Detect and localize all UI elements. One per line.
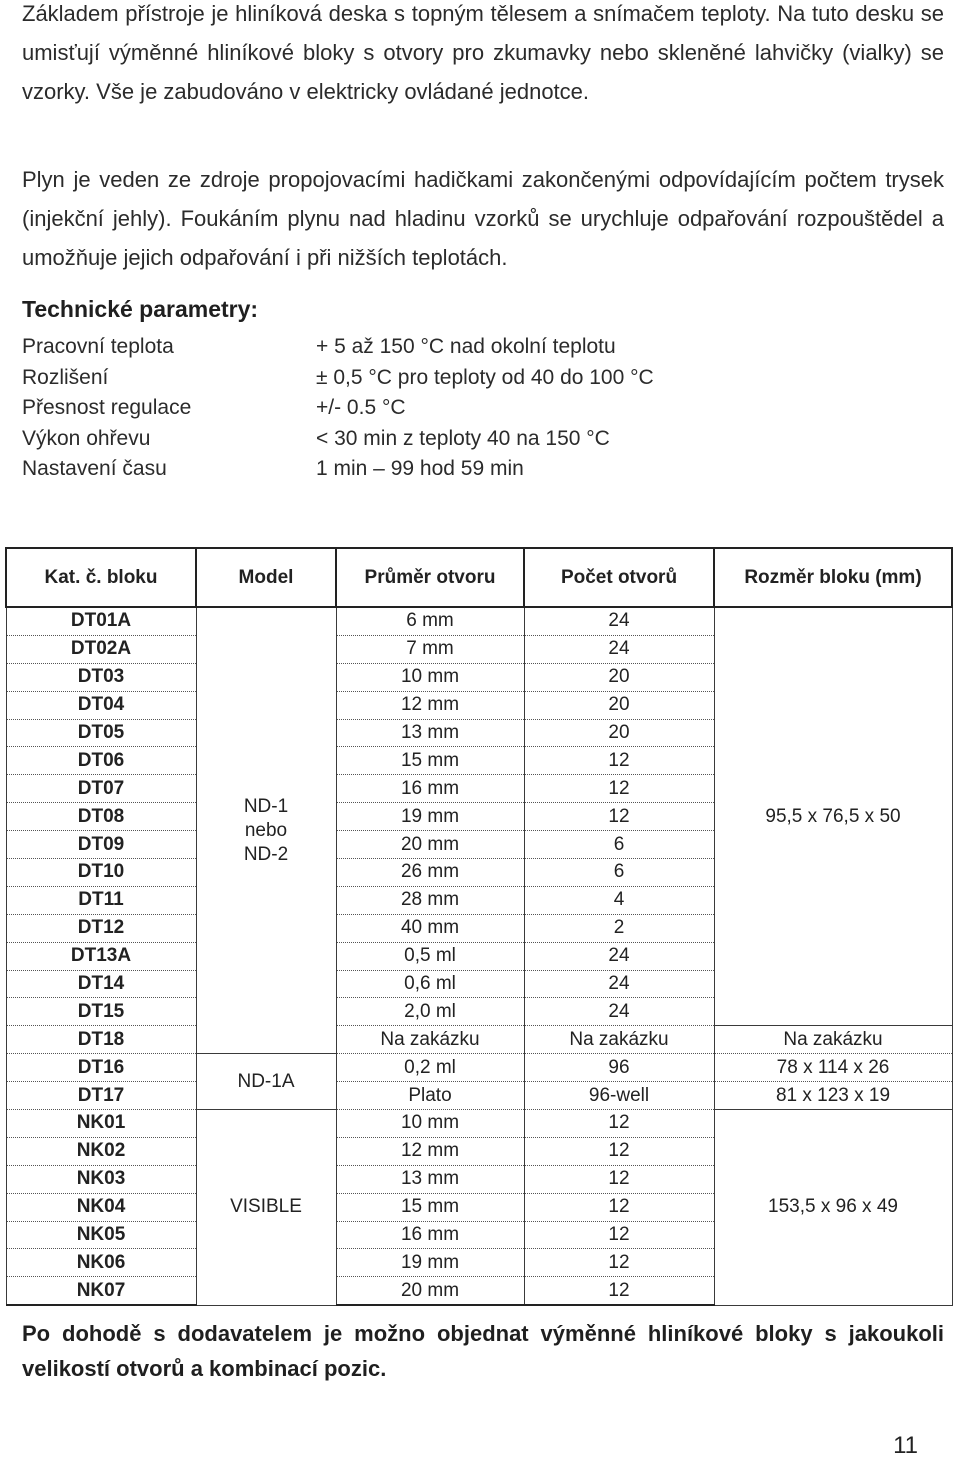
cell-pocet: 96-well xyxy=(524,1082,714,1110)
cell-pocet: 24 xyxy=(524,942,714,970)
header-prumer: Průměr otvoru xyxy=(336,548,524,607)
model-line: nebo xyxy=(244,819,288,841)
cell-rozmer-dt18: Na zakázku xyxy=(714,1026,952,1054)
cell-pocet: 12 xyxy=(524,747,714,775)
cell-pocet: 12 xyxy=(524,1277,714,1305)
cell-pocet: 20 xyxy=(524,663,714,691)
cell-prumer: 20 mm xyxy=(336,1277,524,1305)
cell-kat: DT11 xyxy=(6,886,196,914)
cell-pocet: 12 xyxy=(524,1221,714,1249)
cell-kat: DT07 xyxy=(6,775,196,803)
spec-label: Přesnost regulace xyxy=(22,396,192,420)
cell-prumer: 28 mm xyxy=(336,886,524,914)
spec-label: Nastavení času xyxy=(22,457,167,481)
cell-model-nd1a: ND-1A xyxy=(196,1054,336,1110)
spec-value: +/- 0.5 °C xyxy=(316,396,406,420)
cell-kat: NK05 xyxy=(6,1221,196,1249)
header-rozmer: Rozměr bloku (mm) xyxy=(714,548,952,607)
cell-kat: DT02A xyxy=(6,635,196,663)
cell-prumer: 13 mm xyxy=(336,1165,524,1193)
cell-prumer: 19 mm xyxy=(336,803,524,831)
cell-kat: DT03 xyxy=(6,663,196,691)
cell-kat: DT08 xyxy=(6,803,196,831)
cell-kat: DT15 xyxy=(6,998,196,1026)
cell-rozmer-dt: 95,5 x 76,5 x 50 xyxy=(714,607,952,1026)
specs-row xyxy=(22,363,654,394)
specs-table xyxy=(22,332,654,485)
cell-kat: DT01A xyxy=(6,607,196,635)
cell-pocet: 6 xyxy=(524,831,714,859)
specs-row xyxy=(22,424,654,455)
cell-prumer: 15 mm xyxy=(336,1193,524,1221)
cell-model-nd12 xyxy=(196,607,336,1054)
spec-value: ± 0,5 °C pro teploty od 40 do 100 °C xyxy=(316,365,654,389)
cell-model-visible: VISIBLE xyxy=(196,1110,336,1306)
cell-kat: NK02 xyxy=(6,1137,196,1165)
cell-kat: NK06 xyxy=(6,1249,196,1277)
header-kat: Kat. č. bloku xyxy=(6,548,196,607)
cell-kat: DT13A xyxy=(6,942,196,970)
cell-kat: DT12 xyxy=(6,914,196,942)
model-line: ND-1 xyxy=(243,795,289,817)
cell-rozmer-dt17: 81 x 123 x 19 xyxy=(714,1082,952,1110)
cell-pocet: 12 xyxy=(524,803,714,831)
cell-pocet: 12 xyxy=(524,1165,714,1193)
specs-row xyxy=(22,393,654,424)
spec-value: < 30 min z teploty 40 na 150 °C xyxy=(316,426,610,450)
cell-pocet: Na zakázku xyxy=(524,1026,714,1054)
specs-row xyxy=(22,332,654,363)
cell-kat: DT04 xyxy=(6,691,196,719)
cell-pocet: 12 xyxy=(524,1137,714,1165)
cell-pocet: 96 xyxy=(524,1054,714,1082)
intro-paragraph-2: Plyn je veden ze zdroje propojovacími hadičkami zakončenými odpovídajícím počtem trysek (injekční jehly). Foukáním plynu nad hladinu vzorků se urychluje odpařování rozpouštědel a umožňuje jejich odpařování i při nižších teplotách. xyxy=(22,167,944,270)
header-model: Model xyxy=(196,548,336,607)
cell-rozmer-nk: 153,5 x 96 x 49 xyxy=(714,1110,952,1306)
cell-kat: DT14 xyxy=(6,970,196,998)
cell-prumer: 2,0 ml xyxy=(336,998,524,1026)
cell-prumer: Plato xyxy=(336,1082,524,1110)
spec-value: + 5 až 150 °C nad okolní teplotu xyxy=(316,335,616,359)
cell-prumer: 13 mm xyxy=(336,719,524,747)
cell-pocet: 20 xyxy=(524,691,714,719)
cell-kat: NK07 xyxy=(6,1277,196,1305)
table-row xyxy=(6,1082,952,1110)
cell-prumer: 16 mm xyxy=(336,775,524,803)
cell-pocet: 24 xyxy=(524,635,714,663)
spec-value: 1 min – 99 hod 59 min xyxy=(316,457,524,481)
cell-rozmer-dt16: 78 x 114 x 26 xyxy=(714,1054,952,1082)
cell-pocet: 12 xyxy=(524,1249,714,1277)
cell-prumer: 20 mm xyxy=(336,831,524,859)
cell-kat: NK04 xyxy=(6,1193,196,1221)
cell-prumer: 7 mm xyxy=(336,635,524,663)
cell-prumer: 0,5 ml xyxy=(336,942,524,970)
spec-label: Rozlišení xyxy=(22,365,109,389)
cell-prumer: 6 mm xyxy=(336,607,524,635)
cell-pocet: 12 xyxy=(524,775,714,803)
cell-kat: DT05 xyxy=(6,719,196,747)
catalog-header-row xyxy=(6,548,952,607)
cell-pocet: 6 xyxy=(524,859,714,887)
cell-prumer: 10 mm xyxy=(336,663,524,691)
cell-prumer: 19 mm xyxy=(336,1249,524,1277)
intro-paragraph-1: Základem přístroje je hliníková deska s topným tělesem a snímačem teploty. Na tuto desku se umisťují výměnné hliníkové bloky s otvory pro zkumavky nebo skleněné lahvičky (vialky) se vzorky. Vše je zabudováno v elektricky ovládané jednotce. xyxy=(22,1,944,104)
spec-label: Výkon ohřevu xyxy=(22,426,151,450)
catalog-table xyxy=(5,547,953,1306)
cell-pocet: 24 xyxy=(524,970,714,998)
cell-prumer: 0,6 ml xyxy=(336,970,524,998)
table-row xyxy=(6,607,952,635)
cell-kat: DT09 xyxy=(6,831,196,859)
spec-label: Pracovní teplota xyxy=(22,335,174,359)
table-row xyxy=(6,1054,952,1082)
cell-prumer: 0,2 ml xyxy=(336,1054,524,1082)
cell-pocet: 12 xyxy=(524,1110,714,1138)
cell-pocet: 24 xyxy=(524,607,714,635)
cell-prumer: 12 mm xyxy=(336,1137,524,1165)
cell-prumer: 10 mm xyxy=(336,1110,524,1138)
table-row xyxy=(6,1110,952,1138)
cell-kat: DT16 xyxy=(6,1054,196,1082)
cell-prumer: Na zakázku xyxy=(336,1026,524,1054)
cell-prumer: 15 mm xyxy=(336,747,524,775)
header-pocet: Počet otvorů xyxy=(524,548,714,607)
page-number: 11 xyxy=(893,1432,918,1459)
cell-pocet: 24 xyxy=(524,998,714,1026)
cell-prumer: 26 mm xyxy=(336,859,524,887)
model-line: ND-2 xyxy=(243,843,289,865)
specs-row xyxy=(22,454,654,485)
footer-note: Po dohodě s dodavatelem je možno objednat výměnné hliníkové bloky s jakoukoli velikostí otvorů a kombinací pozic. xyxy=(22,1321,944,1381)
cell-pocet: 12 xyxy=(524,1193,714,1221)
cell-prumer: 16 mm xyxy=(336,1221,524,1249)
cell-kat: DT17 xyxy=(6,1082,196,1110)
specs-title: Technické parametry: xyxy=(22,296,259,322)
cell-prumer: 40 mm xyxy=(336,914,524,942)
cell-pocet: 20 xyxy=(524,719,714,747)
cell-kat: DT06 xyxy=(6,747,196,775)
cell-kat: NK03 xyxy=(6,1165,196,1193)
cell-prumer: 12 mm xyxy=(336,691,524,719)
cell-kat: DT18 xyxy=(6,1026,196,1054)
table-row xyxy=(6,1026,952,1054)
cell-pocet: 2 xyxy=(524,914,714,942)
cell-pocet: 4 xyxy=(524,886,714,914)
cell-kat: NK01 xyxy=(6,1110,196,1138)
cell-kat: DT10 xyxy=(6,859,196,887)
